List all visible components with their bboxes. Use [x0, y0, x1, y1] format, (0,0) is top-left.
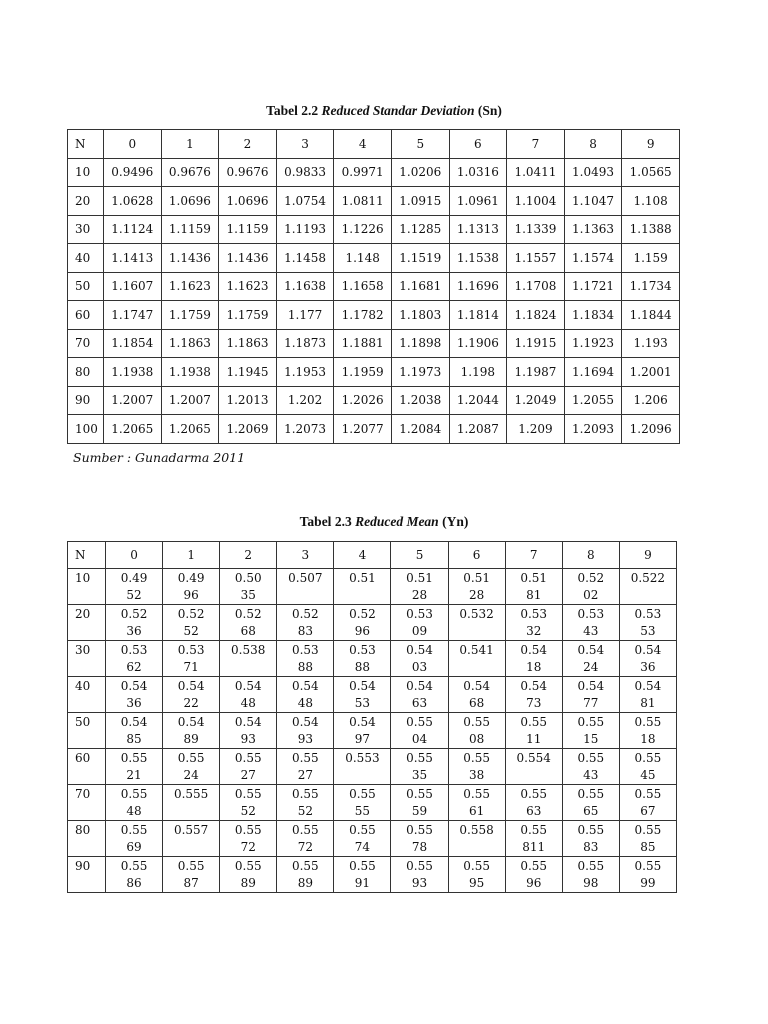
column-header: 0: [106, 542, 163, 569]
table-cell: 0.5569: [106, 821, 163, 857]
table-cell: 0.538: [220, 641, 277, 677]
table-sn-body: [68, 130, 680, 444]
table-cell: 1.1747: [104, 301, 162, 330]
row-label-n: 30: [68, 215, 104, 244]
table-cell: 1.1047: [564, 187, 622, 216]
table-cell: 1.1193: [276, 215, 334, 244]
table-row: [68, 605, 677, 641]
column-header: 2: [220, 542, 277, 569]
table-row: [68, 677, 677, 713]
table-cell: 0.5353: [619, 605, 676, 641]
table-cell: 1.0316: [449, 158, 507, 187]
table-cell: 0.5591: [334, 857, 391, 893]
table-cell: 0.5418: [505, 641, 562, 677]
table-cell: 0.541: [448, 641, 505, 677]
table-cell: 1.1814: [449, 301, 507, 330]
table-cell: 1.1623: [219, 272, 277, 301]
table-cell: 0.5493: [220, 713, 277, 749]
table-row: [68, 415, 680, 444]
column-header: 3: [277, 542, 334, 569]
table-cell: 0.5563: [505, 785, 562, 821]
table-header-row: [68, 542, 677, 569]
table-cell: 1.159: [622, 244, 680, 273]
table-cell: 0.5572: [277, 821, 334, 857]
table-row: [68, 272, 680, 301]
table-cell: 1.1959: [334, 358, 392, 387]
table-cell: 1.1759: [161, 301, 219, 330]
table-cell: 1.1881: [334, 329, 392, 358]
column-header: 8: [562, 542, 619, 569]
table-cell: 0.5589: [277, 857, 334, 893]
table-cell: 0.5283: [277, 605, 334, 641]
column-header: 6: [448, 542, 505, 569]
table-cell: 1.2096: [622, 415, 680, 444]
table-cell: 0.5521: [106, 749, 163, 785]
row-label-n: 80: [68, 358, 104, 387]
table-cell: 0.5362: [106, 641, 163, 677]
table-cell: 1.2044: [449, 386, 507, 415]
table-sn-caption-prefix: Tabel 2.2: [266, 103, 319, 118]
row-label-n: 60: [68, 301, 104, 330]
table-cell: 0.5527: [220, 749, 277, 785]
table-cell: 0.5403: [391, 641, 448, 677]
column-header: 9: [622, 130, 680, 159]
table-cell: 0.5473: [505, 677, 562, 713]
table-cell: 0.5545: [619, 749, 676, 785]
table-cell: 0.5535: [391, 749, 448, 785]
table-cell: 1.1607: [104, 272, 162, 301]
table-cell: 0.5268: [220, 605, 277, 641]
table-cell: 0.5388: [334, 641, 391, 677]
table-sn-caption: [0, 103, 768, 119]
column-header: 5: [391, 130, 449, 159]
table-cell: 0.557: [163, 821, 220, 857]
table-cell: 1.1124: [104, 215, 162, 244]
table-cell: 1.0565: [622, 158, 680, 187]
table-row: [68, 641, 677, 677]
reduced-mean-table: [67, 541, 677, 893]
column-header: 7: [507, 130, 565, 159]
table-cell: 1.1863: [161, 329, 219, 358]
table-cell: 1.0628: [104, 187, 162, 216]
table-cell: 1.1574: [564, 244, 622, 273]
column-header: 4: [334, 130, 392, 159]
table-cell: 1.1873: [276, 329, 334, 358]
table-cell: 0.5252: [163, 605, 220, 641]
table-cell: 1.2001: [622, 358, 680, 387]
table-cell: 0.5343: [562, 605, 619, 641]
table-cell: 1.1458: [276, 244, 334, 273]
table-cell: 0.5524: [163, 749, 220, 785]
table-cell: 1.108: [622, 187, 680, 216]
table-cell: 1.1759: [219, 301, 277, 330]
column-header: 8: [564, 130, 622, 159]
table-cell: 0.5559: [391, 785, 448, 821]
table-row: [68, 158, 680, 187]
table-cell: 1.1945: [219, 358, 277, 387]
row-label-n: 50: [68, 272, 104, 301]
table-row: [68, 785, 677, 821]
table-cell: 0.5128: [448, 569, 505, 605]
table-cell: 1.1538: [449, 244, 507, 273]
table-cell: 1.2013: [219, 386, 277, 415]
table-cell: 0.5035: [220, 569, 277, 605]
table-cell: 0.5236: [106, 605, 163, 641]
table-cell: 1.1638: [276, 272, 334, 301]
table-cell: 0.9676: [219, 158, 277, 187]
table-row: [68, 749, 677, 785]
table-cell: 1.2077: [334, 415, 392, 444]
table-cell: 1.1834: [564, 301, 622, 330]
row-label-n: 60: [68, 749, 106, 785]
table-cell: 1.1987: [507, 358, 565, 387]
table-cell: 1.198: [449, 358, 507, 387]
column-header: 9: [619, 542, 676, 569]
row-label-n: 80: [68, 821, 106, 857]
reduced-standard-deviation-table: [67, 129, 680, 444]
column-header: 6: [449, 130, 507, 159]
row-label-n: 70: [68, 785, 106, 821]
table-cell: 1.1436: [219, 244, 277, 273]
table-cell: 0.5463: [391, 677, 448, 713]
table-cell: 1.1844: [622, 301, 680, 330]
table-row: [68, 821, 677, 857]
table-cell: 1.2049: [507, 386, 565, 415]
table-cell: 1.1721: [564, 272, 622, 301]
column-header: 4: [334, 542, 391, 569]
column-header: 1: [161, 130, 219, 159]
table-cell: 1.1363: [564, 215, 622, 244]
table-cell: 1.1159: [219, 215, 277, 244]
table-row: [68, 329, 680, 358]
table-cell: 0.5504: [391, 713, 448, 749]
table-cell: 0.5493: [277, 713, 334, 749]
table-cell: 0.5578: [391, 821, 448, 857]
table-cell: 1.0754: [276, 187, 334, 216]
table-cell: 0.9676: [161, 158, 219, 187]
row-label-n: 90: [68, 857, 106, 893]
table-cell: 1.1915: [507, 329, 565, 358]
table-cell: 0.5309: [391, 605, 448, 641]
table-cell: 0.5128: [391, 569, 448, 605]
table-cell: 1.2073: [276, 415, 334, 444]
table-cell: 1.148: [334, 244, 392, 273]
table-cell: 1.1004: [507, 187, 565, 216]
row-label-n: 20: [68, 187, 104, 216]
table-cell: 0.5202: [562, 569, 619, 605]
table-cell: 0.5481: [619, 677, 676, 713]
table-cell: 1.2087: [449, 415, 507, 444]
row-label-n: 40: [68, 677, 106, 713]
table-cell: 0.5574: [334, 821, 391, 857]
table-cell: 0.5508: [448, 713, 505, 749]
table-cell: 1.1226: [334, 215, 392, 244]
table-cell: 0.5515: [562, 713, 619, 749]
table-cell: 1.2007: [104, 386, 162, 415]
table-sn-caption-suffix: (Sn): [477, 103, 502, 118]
table-cell: 0.4996: [163, 569, 220, 605]
table-cell: 0.5296: [334, 605, 391, 641]
table-cell: 1.1923: [564, 329, 622, 358]
table-cell: 1.0411: [507, 158, 565, 187]
table-cell: 1.1313: [449, 215, 507, 244]
table-cell: 0.5567: [619, 785, 676, 821]
table-row: [68, 713, 677, 749]
table-cell: 0.5543: [562, 749, 619, 785]
table-cell: 1.1734: [622, 272, 680, 301]
column-header-n: N: [68, 542, 106, 569]
table-cell: 1.1694: [564, 358, 622, 387]
table-row: [68, 215, 680, 244]
table-cell: 0.507: [277, 569, 334, 605]
table-source-note: Sumber : Gunadarma 2011: [73, 450, 246, 465]
table-cell: 0.5583: [562, 821, 619, 857]
row-label-n: 30: [68, 641, 106, 677]
table-cell: 0.555: [163, 785, 220, 821]
table-yn-caption-prefix: Tabel 2.3: [299, 514, 352, 529]
table-cell: 1.2055: [564, 386, 622, 415]
table-cell: 0.5561: [448, 785, 505, 821]
column-header: 1: [163, 542, 220, 569]
table-cell: 1.0696: [219, 187, 277, 216]
table-cell: 1.1953: [276, 358, 334, 387]
column-header: 7: [505, 542, 562, 569]
table-cell: 0.558: [448, 821, 505, 857]
row-label-n: 10: [68, 569, 106, 605]
table-cell: 1.1557: [507, 244, 565, 273]
table-cell: 1.1863: [219, 329, 277, 358]
table-cell: 1.1803: [391, 301, 449, 330]
table-cell: 0.51: [334, 569, 391, 605]
table-cell: 0.5485: [106, 713, 163, 749]
table-cell: 0.5552: [277, 785, 334, 821]
table-cell: 0.5587: [163, 857, 220, 893]
row-label-n: 50: [68, 713, 106, 749]
table-cell: 0.5518: [619, 713, 676, 749]
table-cell: 1.202: [276, 386, 334, 415]
table-cell: 0.5436: [106, 677, 163, 713]
table-cell: 1.2065: [161, 415, 219, 444]
table-cell: 0.5453: [334, 677, 391, 713]
table-cell: 1.1285: [391, 215, 449, 244]
table-cell: 0.5511: [505, 713, 562, 749]
table-row: [68, 569, 677, 605]
row-label-n: 10: [68, 158, 104, 187]
table-cell: 0.5527: [277, 749, 334, 785]
table-cell: 0.5585: [619, 821, 676, 857]
row-label-n: 100: [68, 415, 104, 444]
table-cell: 0.5589: [220, 857, 277, 893]
column-header: 3: [276, 130, 334, 159]
table-cell: 1.1898: [391, 329, 449, 358]
table-cell: 0.5388: [277, 641, 334, 677]
table-cell: 1.1973: [391, 358, 449, 387]
table-row: [68, 857, 677, 893]
table-cell: 1.1906: [449, 329, 507, 358]
table-cell: 1.1782: [334, 301, 392, 330]
table-cell: 1.193: [622, 329, 680, 358]
table-cell: 1.1854: [104, 329, 162, 358]
table-cell: 0.5598: [562, 857, 619, 893]
table-cell: 0.5565: [562, 785, 619, 821]
table-cell: 0.5468: [448, 677, 505, 713]
table-cell: 1.2084: [391, 415, 449, 444]
table-cell: 0.5593: [391, 857, 448, 893]
table-cell: 1.1339: [507, 215, 565, 244]
table-cell: 0.5448: [220, 677, 277, 713]
table-cell: 0.5552: [220, 785, 277, 821]
table-cell: 1.2065: [104, 415, 162, 444]
table-yn-caption-title: Reduced Mean: [355, 514, 439, 529]
table-header-row: [68, 130, 680, 159]
table-yn-caption: [0, 514, 768, 530]
table-cell: 1.209: [507, 415, 565, 444]
table-cell: 0.5422: [163, 677, 220, 713]
table-row: [68, 301, 680, 330]
table-cell: 1.1938: [161, 358, 219, 387]
table-yn-caption-suffix: (Yn): [442, 514, 469, 529]
table-cell: 0.554: [505, 749, 562, 785]
table-cell: 1.2093: [564, 415, 622, 444]
table-cell: 0.5448: [277, 677, 334, 713]
table-row: [68, 386, 680, 415]
table-cell: 1.1623: [161, 272, 219, 301]
table-cell: 1.1519: [391, 244, 449, 273]
table-cell: 1.0206: [391, 158, 449, 187]
table-cell: 0.5489: [163, 713, 220, 749]
row-label-n: 90: [68, 386, 104, 415]
table-cell: 0.55811: [505, 821, 562, 857]
table-row: [68, 244, 680, 273]
table-cell: 1.1696: [449, 272, 507, 301]
table-cell: 0.5436: [619, 641, 676, 677]
column-header: 5: [391, 542, 448, 569]
table-cell: 0.5548: [106, 785, 163, 821]
table-cell: 0.5599: [619, 857, 676, 893]
row-label-n: 70: [68, 329, 104, 358]
column-header: 2: [219, 130, 277, 159]
table-cell: 0.532: [448, 605, 505, 641]
table-cell: 1.177: [276, 301, 334, 330]
table-cell: 0.5332: [505, 605, 562, 641]
table-cell: 0.5555: [334, 785, 391, 821]
table-cell: 0.5586: [106, 857, 163, 893]
table-row: [68, 358, 680, 387]
table-cell: 1.1658: [334, 272, 392, 301]
table-cell: 0.5477: [562, 677, 619, 713]
table-cell: 1.1159: [161, 215, 219, 244]
table-cell: 1.2026: [334, 386, 392, 415]
table-yn-body: [68, 542, 677, 893]
column-header: 0: [104, 130, 162, 159]
table-cell: 0.9833: [276, 158, 334, 187]
table-cell: 1.0493: [564, 158, 622, 187]
table-sn-caption-title: Reduced Standar Deviation: [321, 103, 475, 118]
table-cell: 0.5538: [448, 749, 505, 785]
table-cell: 0.4952: [106, 569, 163, 605]
table-cell: 1.1388: [622, 215, 680, 244]
table-cell: 0.9496: [104, 158, 162, 187]
table-cell: 0.5572: [220, 821, 277, 857]
table-cell: 1.1436: [161, 244, 219, 273]
table-cell: 0.5497: [334, 713, 391, 749]
table-cell: 0.9971: [334, 158, 392, 187]
row-label-n: 40: [68, 244, 104, 273]
table-cell: 1.1413: [104, 244, 162, 273]
table-cell: 0.5424: [562, 641, 619, 677]
column-header-n: N: [68, 130, 104, 159]
table-cell: 1.2038: [391, 386, 449, 415]
table-cell: 0.553: [334, 749, 391, 785]
table-cell: 1.0961: [449, 187, 507, 216]
table-row: [68, 187, 680, 216]
table-cell: 1.1824: [507, 301, 565, 330]
table-cell: 0.522: [619, 569, 676, 605]
table-cell: 1.206: [622, 386, 680, 415]
table-cell: 1.1681: [391, 272, 449, 301]
row-label-n: 20: [68, 605, 106, 641]
table-cell: 1.2069: [219, 415, 277, 444]
table-cell: 1.0915: [391, 187, 449, 216]
table-cell: 1.2007: [161, 386, 219, 415]
table-cell: 0.5595: [448, 857, 505, 893]
table-cell: 0.5181: [505, 569, 562, 605]
table-cell: 0.5596: [505, 857, 562, 893]
table-cell: 1.0696: [161, 187, 219, 216]
table-cell: 1.1708: [507, 272, 565, 301]
table-cell: 1.0811: [334, 187, 392, 216]
table-cell: 0.5371: [163, 641, 220, 677]
table-cell: 1.1938: [104, 358, 162, 387]
